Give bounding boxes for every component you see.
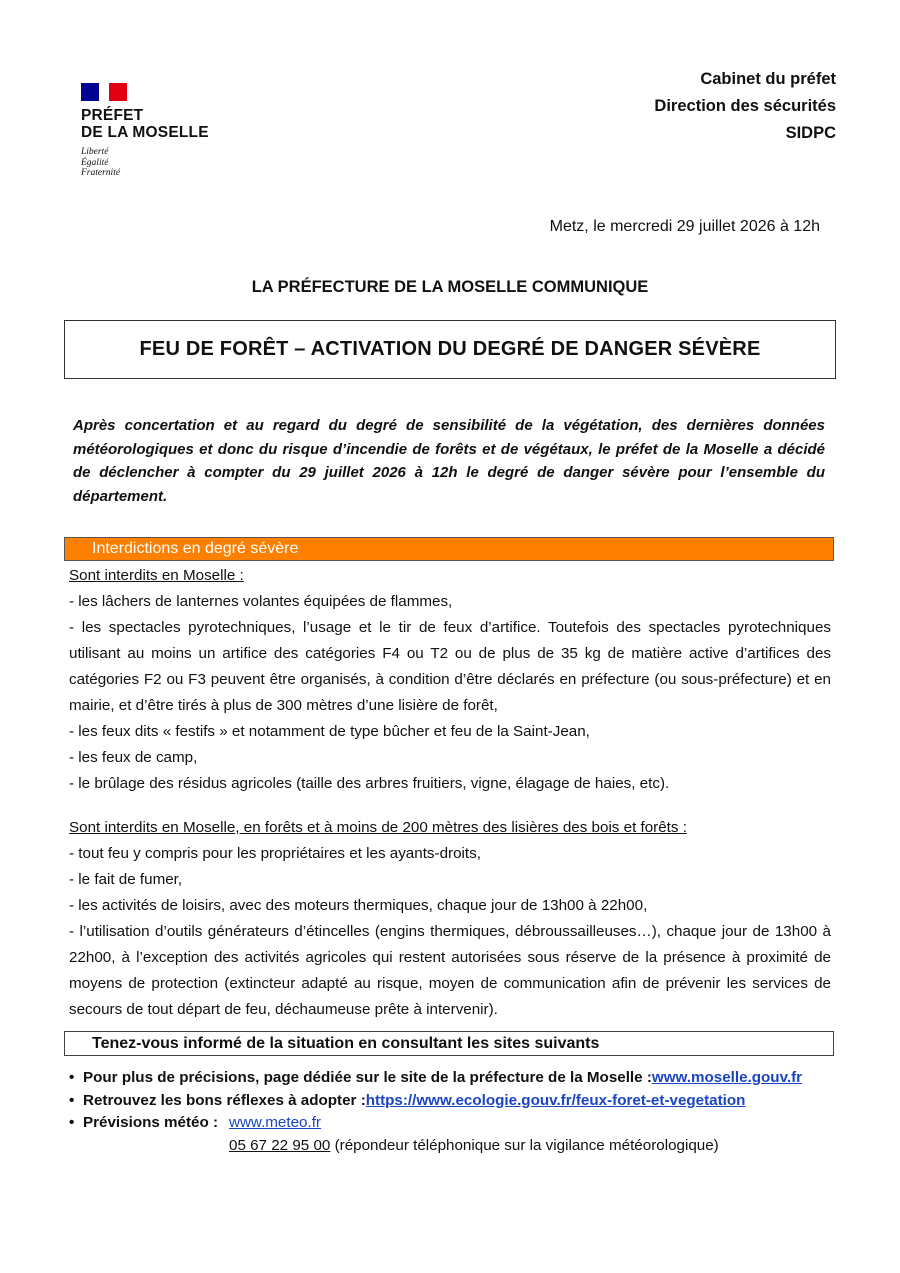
meteo-phone-number[interactable]: 05 67 22 95 00 xyxy=(229,1136,331,1154)
marianne-flag-icon xyxy=(81,83,127,101)
list-item: - tout feu y compris pour les propriétaires et les ayants-droits, xyxy=(69,845,481,862)
list-item: - les lâchers de lanternes volantes équipées de flammes, xyxy=(69,593,453,610)
intro-paragraph: Après concertation et au regard du degré de sensibilité de la végétation, des dernières données météorologiques et donc du risque d’incendie de forêts et de végétaux, le préfet de la Moselle a décidé de déclencher à compter du 29 juillet 2026 à 12h le degré de danger sévère pour l’ensemble du département. xyxy=(73,417,825,505)
prohibitions-subheading-forests: Sont interdits en Moselle, en forêts et à moins de 200 mètres des lisières des bois et forêts : xyxy=(69,819,687,836)
list-item: - l’utilisation d’outils générateurs d’étincelles (engins thermiques, débroussailleuses…), chaque jour de 13h00 à 22h00, à l’exception des activités agricoles qui restent autorisées sous réserve de la présence à proximité de moyens de protection (extincteur adapté au risque, moyen de communication afin de prévenir les services de secours de tout départ de feu, déchaumeuse prête à intervenir). xyxy=(69,923,831,1018)
prefecture-logo xyxy=(81,83,261,179)
section-heading-interdictions: Interdictions en degré sévère xyxy=(92,540,299,557)
logo-name-line1: PRÉFET xyxy=(81,107,144,124)
list-item xyxy=(69,1067,859,1090)
logo-name xyxy=(81,107,261,141)
list-item xyxy=(69,1090,859,1113)
prohibitions-list-general xyxy=(69,563,831,797)
bullet-icon: • xyxy=(69,1091,75,1109)
bullet-icon: • xyxy=(69,1069,75,1086)
bullet-icon: • xyxy=(69,1114,75,1131)
header-line-cabinet: Cabinet du préfet xyxy=(700,70,836,88)
meteo-phone-note: (répondeur téléphonique sur la vigilance météorologique) xyxy=(330,1136,719,1154)
prohibitions-subheading-general: Sont interdits en Moselle : xyxy=(69,567,244,584)
list-item: - les feux de camp, xyxy=(69,749,198,766)
list-item: - les feux dits « festifs » et notamment de type bûcher et feu de la Saint-Jean, xyxy=(69,723,590,740)
header-line-direction: Direction des sécurités xyxy=(654,97,836,115)
prohibitions-list-forests xyxy=(69,815,831,1023)
link-moselle-gouv[interactable]: www.moselle.gouv.fr xyxy=(651,1069,803,1086)
header-line-sidpc: SIDPC xyxy=(785,124,836,142)
link-meteo-fr[interactable]: www.meteo.fr xyxy=(229,1114,321,1131)
list-item: - les spectacles pyrotechniques, l’usage et le tir de feux d’artifice. Toutefois des spectacles pyrotechniques utilisant au moins un artifice des catégories F4 ou T2 ou de plus de 35 kg de matière active d’artifices des catégories F2 ou F3 peuvent être organisés, à condition d’être déclarés en préfecture (ou sous-préfecture) et en mairie, et d’être tirés à plus de 300 mètres d’une lisière de forêt, xyxy=(69,619,831,714)
list-item: - les activités de loisirs, avec des moteurs thermiques, chaque jour de 13h00 à 22h00, xyxy=(69,897,648,914)
link-label-reflexes: Retrouvez les bons réflexes à adopter : xyxy=(83,1091,366,1109)
link-label-prefecture: Pour plus de précisions, page dédiée sur le site de la préfecture de la Moselle : xyxy=(83,1069,652,1086)
dateline: Metz, le mercredi 29 juillet 2026 à 12h xyxy=(549,218,820,235)
link-ecologie-gouv[interactable]: https://www.ecologie.gouv.fr/feux-foret-et-vegetation xyxy=(365,1091,746,1109)
communique-heading: LA PRÉFECTURE DE LA MOSELLE COMMUNIQUE xyxy=(251,278,649,296)
document-title-text: FEU DE FORÊT – ACTIVATION DU DEGRÉ DE DANGER SÉVÈRE xyxy=(139,338,761,360)
document-title xyxy=(64,320,836,379)
section-heading-bar xyxy=(64,537,834,561)
list-item: - le brûlage des résidus agricoles (taille des arbres fruitiers, vigne, élagage de haies, etc). xyxy=(69,775,670,792)
link-label-meteo: Prévisions météo : xyxy=(83,1114,219,1131)
list-item: - le fait de fumer, xyxy=(69,871,183,888)
info-heading-box xyxy=(64,1031,834,1056)
sender-header xyxy=(654,66,836,147)
logo-name-line2: DE LA MOSELLE xyxy=(81,124,209,141)
motto-fraternite: Fraternité xyxy=(81,168,121,178)
motto-egalite: Égalité xyxy=(81,157,109,168)
motto-liberte: Liberté xyxy=(81,147,109,157)
meteo-info xyxy=(229,1112,719,1157)
info-heading: Tenez-vous informé de la situation en consultant les sites suivants xyxy=(92,1035,600,1052)
republic-motto xyxy=(81,147,261,179)
